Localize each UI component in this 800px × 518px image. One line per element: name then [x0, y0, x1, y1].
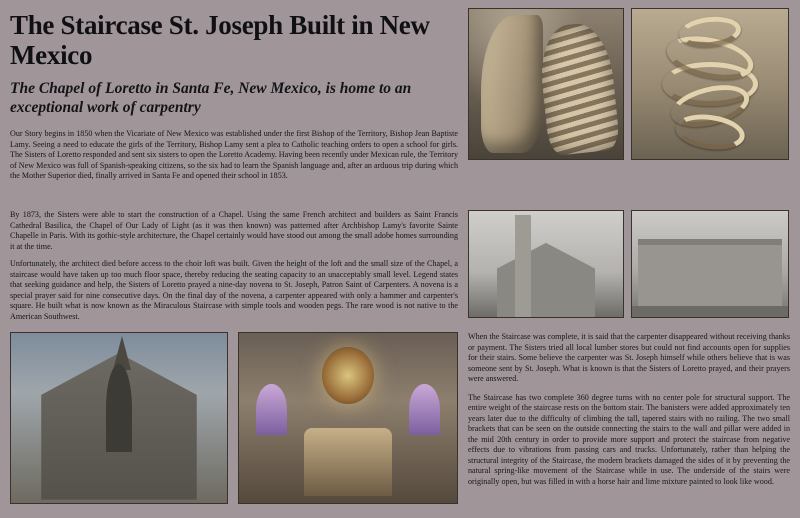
spiral-staircase-image	[631, 8, 789, 160]
chapel-front-graphic	[11, 333, 227, 503]
chapel-spire-shape	[113, 336, 131, 370]
stained-glass-window-right	[409, 384, 440, 435]
paragraph-2: By 1873, the Sisters were able to start the construction of a Chapel. Using the same French architect and builders as Saint Francis Cathedral Basilica, the Chapel of Our Lady of Light (as it was then known) was patterned after Archbishop Lamy's favorite Sainte Chapelle in Paris. With its gothic-style architecture, the Chapel certainly would have stood out among the small adobe homes surrounding it at the time.	[10, 210, 458, 251]
paragraph-3: Unfortunately, the architect died before access to the choir loft was built. Given the height of the loft and the small size of the Chapel, a staircase would have taken up too much floor space, thereby reducing the seating capacity to an unacceptably small level. Legend states that seeking guidance and help, the Sisters of Loretto prayed a nine-day novena to St. Joseph, Patron Saint of Carpenters. A novena is a special prayer said for nine consecutive days. On the final day of the novena, a carpenter appeared with only a hammer and carpenter's square. He built what is now known as the Miraculous Staircase with simple tools and wooden pegs. The rare wood is not native to the American Southwest.	[10, 259, 458, 321]
chapel-interior-graphic	[239, 333, 457, 503]
intro-text-block	[10, 129, 458, 182]
historic-chapel-graphic	[469, 211, 623, 317]
spiral-turn	[673, 110, 747, 153]
spiral-shape	[656, 15, 764, 153]
stained-glass-window-left	[256, 384, 287, 435]
historic-academy-graphic	[632, 211, 788, 317]
chapel-front-image	[10, 332, 228, 504]
top-section	[10, 8, 790, 206]
paragraph-5: The Staircase has two complete 360 degree turns with no center pole for structural support. The entire weight of the staircase rests on the bottom stair. The banisters were added approximately ten years later due to the difficulty of climbing the tall, tapered stairs with no railing. The two small brackets that can be seen on the outside connecting the stairs to the wall and pillar were added in the mid 20th century in order to provide more support and protect the staircase from negative effects due to vibrations from passing cars and trucks. Unfortunately, rather than helping the structural integrity of the Staircase, the modern brackets damaged the sides of it by preventing the natural spring-like movement of the Staircase while in use. The underside of the stairs were originally open, but was filled in with a horse hair and lime mixture painted to look like wood.	[468, 392, 790, 486]
page-title: The Staircase St. Joseph Built in New Mexico	[10, 10, 430, 71]
top-left-column	[10, 8, 458, 206]
staircase-detail-image	[468, 8, 624, 160]
bottom-right-text	[468, 332, 790, 510]
bottom-section	[10, 332, 790, 510]
middle-right-photos	[468, 210, 790, 328]
chapel-interior-image	[238, 332, 458, 504]
middle-left-text	[10, 210, 458, 328]
historic-chapel-image	[468, 210, 624, 318]
middle-section	[10, 210, 790, 328]
staircase-detail-graphic	[469, 9, 623, 159]
historic-academy-image	[631, 210, 789, 318]
page-subtitle: The Chapel of Loretto in Santa Fe, New Mexico, is home to an exceptional work of carpentry	[10, 80, 412, 117]
paragraph-4: When the Staircase was complete, it is said that the carpenter disappeared without receiving thanks or payment. The Sisters tried all local lumber stores but could not find accounts open for supplies for their stairs. Some believe the carpenter was St. Joseph himself while others believe that is was someone sent by St. Joseph. What is known is that the Sisters of Loretto prayed, and their prayers were answered.	[468, 332, 790, 384]
paragraph-1: Our Story begins in 1850 when the Vicariate of New Mexico was established under the first Bishop of the Territory, Bishop Jean Baptiste Lamy. Seeing a need to educate the girls of the Territory, Bishop Lamy sent a plea to Catholic teaching orders to open a school for girls. The Sisters of Loretto responded and sent six sisters to open the Loretto Academy. Having been recently under Mexican rule, the Territory of New Mexico was full of Spanish-speaking citizens, so the six had to learn the Spanish language and, after an arduous trip during which the Mother Superior died, finally arrived in Santa Fe and opened their school in 1853.	[10, 129, 458, 181]
top-right-photos	[468, 8, 790, 206]
spiral-staircase-graphic	[632, 9, 788, 159]
